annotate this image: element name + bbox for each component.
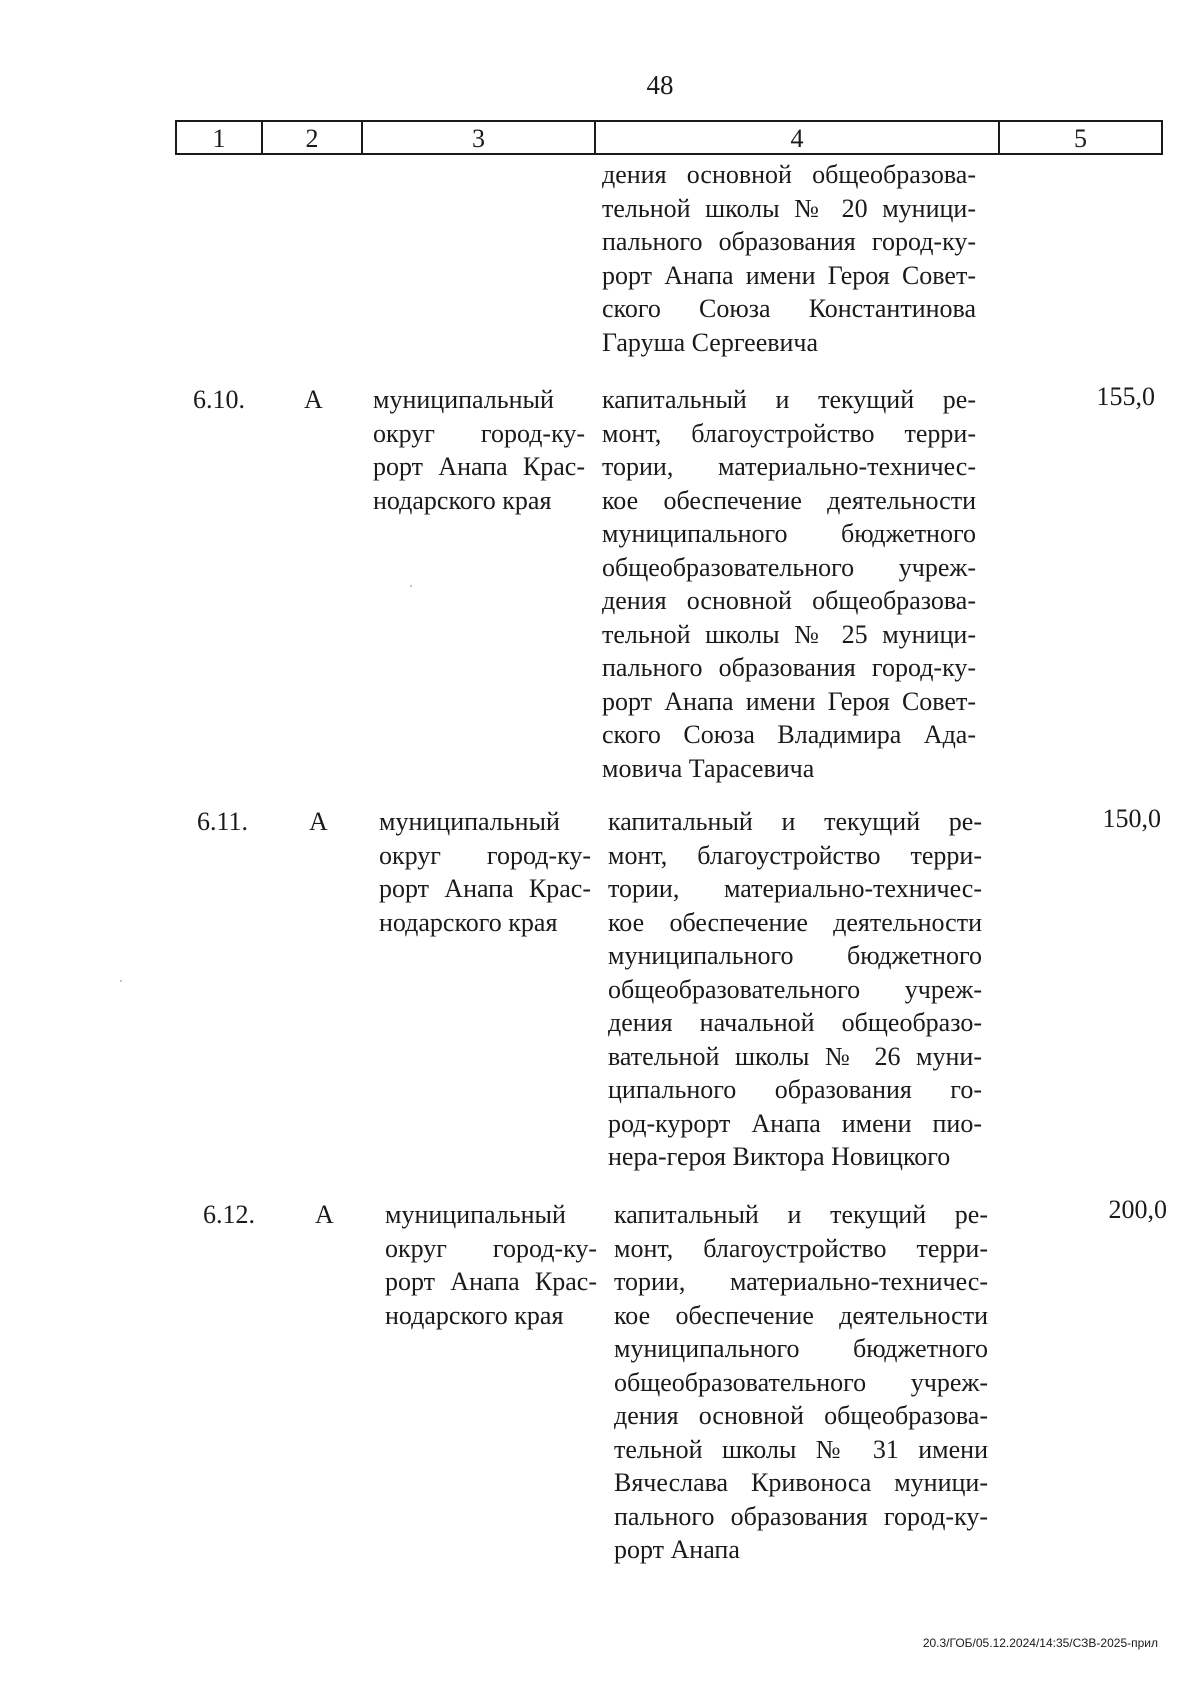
description-line: рорт Анапа <box>614 1535 740 1564</box>
row-letter: А <box>315 1200 334 1229</box>
municipality-line: округ город-ку- <box>385 1233 597 1263</box>
description-line: пального образования город-ку- <box>602 653 976 682</box>
municipality-line: нодарского края <box>385 1300 564 1330</box>
description-line: пального образования город-ку- <box>614 1501 988 1531</box>
description-line: дения основной общеобразова- <box>614 1401 988 1430</box>
municipality-line: муниципальный <box>379 807 560 836</box>
description-line: кое обеспечение деятельности <box>614 1300 988 1330</box>
row-letter: А <box>304 385 323 414</box>
description-line: Вячеслава Кривоноса муници- <box>614 1468 988 1497</box>
description-line: рорт Анапа имени Героя Совет- <box>602 686 976 716</box>
description-line: тории, материально-техничес- <box>614 1267 988 1296</box>
municipality-line: рорт Анапа Крас- <box>373 452 585 481</box>
description-line: ского Союза Владимира Ада- <box>602 720 976 749</box>
description-line: вательной школы № 26 муни- <box>608 1041 982 1071</box>
column-header-1: 1 <box>177 122 263 153</box>
description-line: дения начальной общеобразо- <box>608 1008 982 1037</box>
municipality-line: муниципальный <box>385 1200 566 1229</box>
column-header-5: 5 <box>1074 124 1087 153</box>
row-municipality <box>385 1198 597 1332</box>
row-amount: 200,0 <box>1108 1195 1167 1224</box>
description-line: муниципального бюджетного <box>608 941 982 970</box>
row-description <box>602 383 976 785</box>
description-line: муниципального бюджетного <box>614 1334 988 1363</box>
row-municipality <box>373 383 585 517</box>
scan-speck <box>410 585 412 587</box>
description-line: ципального образования го- <box>608 1075 982 1104</box>
row-number: 6.12. <box>203 1200 255 1229</box>
column-header-4: 4 <box>596 122 1000 153</box>
municipality-line: нодарского края <box>379 907 558 937</box>
municipality-line: муниципальный <box>373 385 554 414</box>
document-footer-code: 20.3/ГОБ/05.12.2024/14:35/СЗВ-2025-прил <box>922 1636 1158 1650</box>
column-header-2: 2 <box>263 122 363 153</box>
description-line: капитальный и текущий ре- <box>614 1200 988 1229</box>
description-line: общеобразовательного учреж- <box>608 974 982 1004</box>
description-line: нера-героя Виктора Новицкого <box>608 1142 951 1171</box>
row-number: 6.11. <box>197 807 249 836</box>
description-line: общеобразовательного учреж- <box>614 1367 988 1397</box>
column-header-3: 3 <box>363 122 596 153</box>
row-description <box>608 805 982 1174</box>
column-header-table <box>175 120 1163 155</box>
row-municipality <box>379 805 591 939</box>
description-line: тории, материально-техничес- <box>608 874 982 903</box>
description-line: тории, материально-техничес- <box>602 452 976 481</box>
description-line: общеобразовательного учреж- <box>602 552 976 582</box>
continuation-line: Гаруша Сергеевича <box>602 327 819 357</box>
row-number: 6.10. <box>193 385 245 414</box>
description-line: монт, благоустройство терри- <box>602 418 976 448</box>
continuation-line: пального образования город-ку- <box>602 227 976 256</box>
description-line: капитальный и текущий ре- <box>602 385 976 414</box>
continuation-line: ского Союза Константинова <box>602 294 976 323</box>
description-line: мовича Тарасевича <box>602 753 815 783</box>
description-line: кое обеспечение деятельности <box>602 485 976 515</box>
row-letter: А <box>309 807 328 836</box>
continuation-line: рорт Анапа имени Героя Совет- <box>602 260 976 290</box>
description-line: монт, благоустройство терри- <box>614 1233 988 1263</box>
row-amount: 155,0 <box>1096 382 1155 411</box>
continuation-line: тельной школы № 20 муници- <box>602 193 976 223</box>
row-description <box>614 1198 988 1567</box>
description-line: монт, благоустройство терри- <box>608 840 982 870</box>
municipality-line: нодарского края <box>373 485 552 515</box>
description-line: дения основной общеобразова- <box>602 586 976 615</box>
municipality-line: рорт Анапа Крас- <box>379 874 591 903</box>
description-line: кое обеспечение деятельности <box>608 907 982 937</box>
municipality-line: округ город-ку- <box>379 840 591 870</box>
municipality-line: округ город-ку- <box>373 418 585 448</box>
continuation-description <box>602 158 976 359</box>
municipality-line: рорт Анапа Крас- <box>385 1267 597 1296</box>
continuation-line: дения основной общеобразова- <box>602 160 976 189</box>
description-line: тельной школы № 25 муници- <box>602 619 976 649</box>
row-amount: 150,0 <box>1102 804 1161 833</box>
page-number: 48 <box>646 70 674 100</box>
description-line: тельной школы № 31 имени <box>614 1434 988 1464</box>
description-line: муниципального бюджетного <box>602 519 976 548</box>
description-line: род-курорт Анапа имени пио- <box>608 1108 982 1138</box>
description-line: капитальный и текущий ре- <box>608 807 982 836</box>
scan-speck <box>120 980 122 982</box>
